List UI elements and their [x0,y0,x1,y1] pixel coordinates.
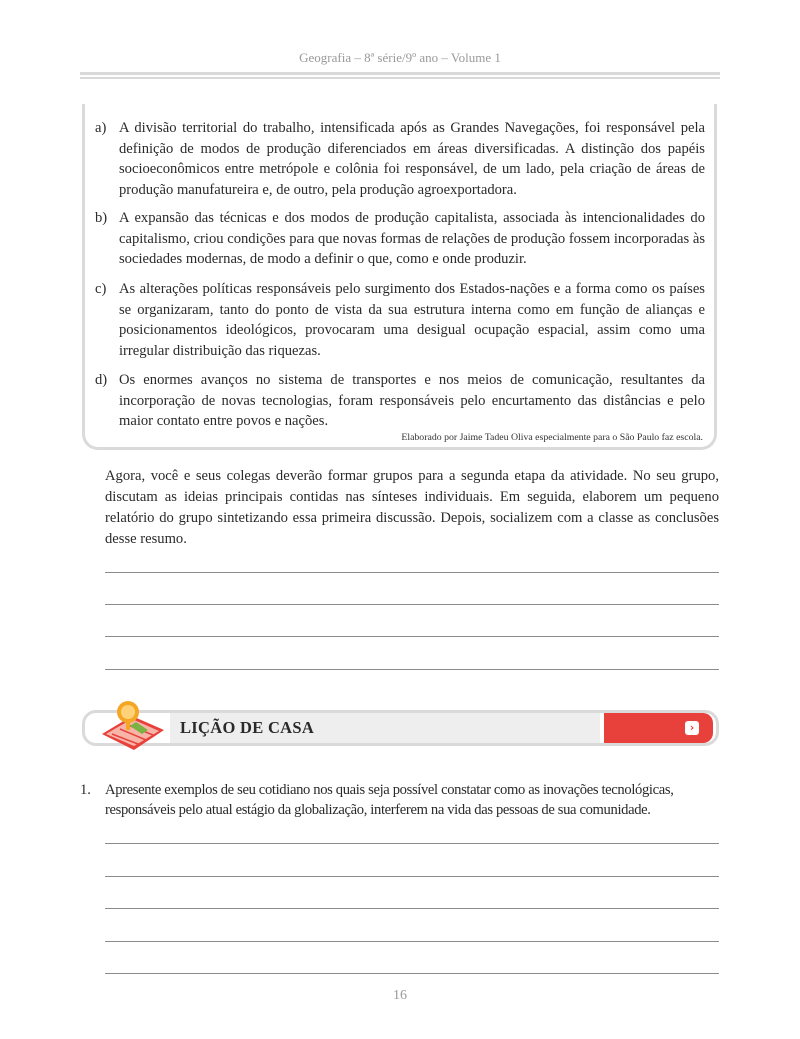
homework-question [80,780,720,820]
option-text: A expansão das técnicas e dos modos de produção capitalista, associada às intencionalidades do capitalismo, criou condições para que novas formas de relações de produção fossem incorporadas às sociedades modernas, de modo a definir o que, como e onde produzir. [119,210,705,267]
instruction-paragraph: Agora, você e seus colegas deverão formar grupos para a segunda etapa da atividade. No seu grupo, discutam as ideias principais contidas nas sínteses individuais. Em seguida, elaborem um pequeno relatório do grupo sintetizando essa primeira discussão. Depois, socializem com a classe as conclusões desse resumo. [105,468,719,547]
option-d [95,370,705,432]
answer-line[interactable] [105,973,719,974]
writing-line[interactable] [105,604,719,605]
option-text: As alterações políticas responsáveis pelo surgimento dos Estados-nações e a forma como os países se organizaram, tanto do ponto de vista da sua estrutura interna como em função de alianças e posicionamentos ideológicos, provocaram uma desigual ocupação espacial, assim como uma irregular distribuição das riquezas. [119,281,705,359]
answer-line[interactable] [105,843,719,844]
option-letter: d) [95,372,108,388]
homework-icon [98,694,168,752]
credit-line: Elaborado por Jaime Tadeu Oliva especialmente para o São Paulo faz escola. [401,432,703,443]
writing-line[interactable] [105,669,719,670]
option-letter: c) [95,281,107,297]
option-b [95,208,705,270]
header-rule [80,72,720,75]
option-c [95,279,705,361]
option-letter: a) [95,120,107,136]
answer-line[interactable] [105,908,719,909]
page-number: 16 [393,988,407,1003]
option-letter: b) [95,210,108,226]
writing-line[interactable] [105,572,719,573]
question-number: 1. [80,782,91,798]
writing-line[interactable] [105,636,719,637]
running-header: Geografia – 8ª série/9º ano – Volume 1 [299,50,501,65]
answer-line[interactable] [105,876,719,877]
option-text: A divisão territorial do trabalho, intensificada após as Grandes Navegações, foi responsável pela definição de modos de produção diferenciados em áreas diversificadas. A distinção dos papéis socioeconômicos entre metrópole e colônia foi responsável, de um lado, pela criação de áreas de produção manufatureira e, de outro, pela produção agroexportadora. [119,120,705,198]
option-a [95,118,705,200]
option-text: Os enormes avanços no sistema de transportes e nos meios de comunicação, resultantes da incorporação de novas tecnologias, foram responsáveis pelo encurtamento das distâncias e pelo maior contato entre povos e nações. [119,372,705,429]
section-title: LIÇÃO DE CASA [180,718,315,737]
question-text: Apresente exemplos de seu cotidiano nos quais seja possível constatar como as inovações tecnológicas, responsáveis pelo atual estágio da globalização, interferem na vida das pessoas de sua comunidade. [105,782,674,818]
arrow-right-icon[interactable]: › [685,721,699,735]
answer-line[interactable] [105,941,719,942]
header-rule-thin [80,77,720,79]
